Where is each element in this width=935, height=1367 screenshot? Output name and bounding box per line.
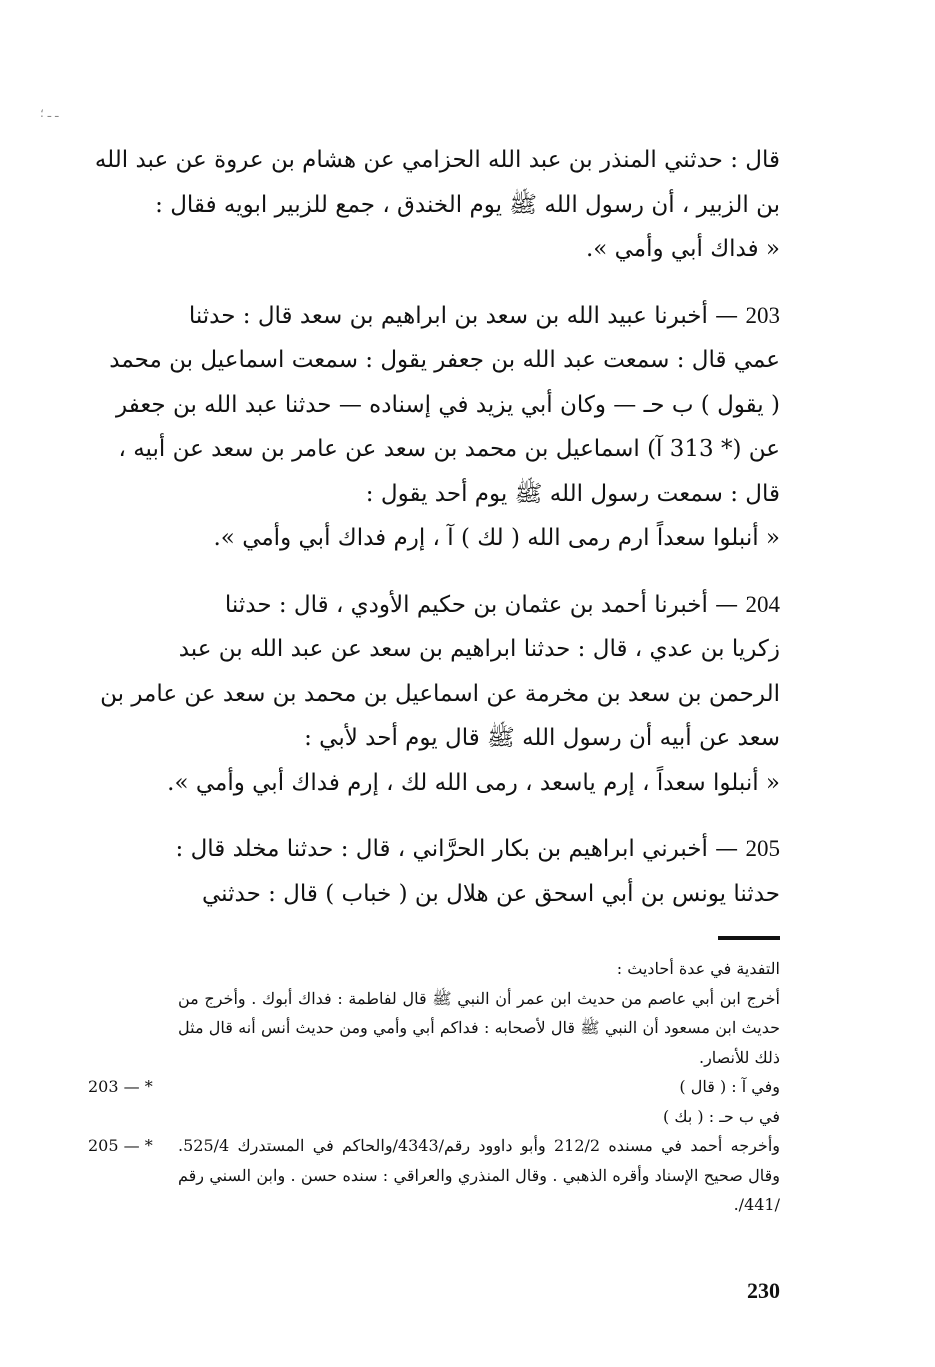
text-line: الرحمن بن سعد بن مخرمة عن اسماعيل بن محمد بن سعد عن عامر بن — [100, 680, 780, 707]
text-line — [88, 827, 780, 872]
text-line: ( يقول ) ب حـ — وكان أبي يزيد في إسناده — حدثنا عبد الله بن جعفر — [116, 391, 780, 418]
hadith-203 — [88, 294, 780, 561]
hadith-204 — [88, 583, 780, 806]
text-line: « فداك أبي وأمي ». — [585, 236, 780, 262]
footnotes — [88, 954, 780, 1220]
footnote-label — [88, 954, 178, 984]
footnote — [88, 1102, 780, 1132]
paragraph-intro — [88, 138, 780, 272]
footnote — [88, 984, 780, 1073]
footnote-label — [88, 1102, 178, 1132]
footnote-text: وأخرجه أحمد في مسنده 212/2 وأبو داوود رقم/4343/والحاكم في المستدرك 525/4. وقال صحيح الإسناد وأقره الذهبي . وقال المنذري والعراقي : سنده حسن . وابن السني رقم /441/. — [178, 1136, 780, 1214]
text-line: « أنبلوا سعداً ، إرم ياسعد ، رمى الله لك ، إرم فداك أبي وأمي ». — [167, 769, 780, 796]
footnote — [88, 1131, 780, 1220]
hadith-number: 205 — [745, 836, 780, 861]
text-line: قال : حدثني المنذر بن عبد الله الحزامي عن هشام بن عروة عن عبد الله — [94, 147, 780, 173]
text-line: عن (* 313 آ) اسماعيل بن محمد بن سعد عن عامر بن سعد عن أبيه ، — [118, 436, 780, 462]
hadith-number: 204 — [745, 591, 780, 617]
text-line: بن الزبير ، أن رسول الله ﷺ يوم الخندق ، جمع للزبير ابويه فقال : — [155, 191, 780, 218]
hadith-number: 203 — [745, 302, 780, 328]
footnote-label — [88, 984, 178, 1073]
footnote-label: 205 — * — [88, 1136, 153, 1155]
footnote-text: في ب حـ : ( بك ) — [663, 1106, 780, 1126]
text-line-body: — أخبرني ابراهيم بن بكار الحرَّاني ، قال : حدثنا مخلد قال : — [175, 836, 739, 862]
text-line: قال : سمعت رسول الله ﷺ يوم أحد يقول : — [365, 480, 780, 507]
main-text — [88, 138, 780, 916]
text-line-body: — أخبرنا أحمد بن عثمان بن حكيم الأودي ، قال : حدثنا — [224, 591, 739, 618]
text-line-body: — أخبرنا عبيد الله بن سعد بن ابراهيم بن سعد قال : حدثنا — [188, 302, 739, 329]
footnote — [88, 1072, 780, 1102]
page-number: 230 — [747, 1278, 780, 1303]
text-line: زكريا بن عدي ، قال : حدثنا ابراهيم بن سعد عن عبد الله بن عبد — [178, 636, 780, 662]
footnote-separator — [718, 936, 780, 940]
text-line: سعد عن أبيه أن رسول الله ﷺ قال يوم أحد لأبي : — [304, 725, 780, 751]
footnote-text: وفي آ : ( قال ) — [679, 1077, 780, 1096]
footnote — [88, 954, 780, 984]
hadith-205 — [88, 827, 780, 916]
text-line — [88, 583, 780, 628]
text-line: عمي قال : سمعت عبد الله بن جعفر يقول : سمعت اسماعيل بن محمد — [109, 347, 780, 373]
text-line — [88, 294, 780, 339]
text-line: « أنبلوا سعداً ارم رمى الله ( لك ) آ ، إرم فداك أبي وأمي ». — [213, 525, 780, 551]
text-line: حدثنا يونس بن أبي اسحق عن هلال بن ( خباب ) قال : حدثني — [202, 880, 780, 907]
stray-mark: ـ ـ ؛ — [40, 106, 59, 120]
footnote-text: أخرج ابن أبي عاصم من حديث ابن عمر أن النبي ﷺ قال لفاطمة : فداك أبوك . وأخرج من حديث ابن مسعود أن النبي ﷺ قال لأصحابه : فداكم أبي وأمي ومن حديث أنس أنه قال مثل ذلك للأنصار. — [178, 988, 780, 1067]
footnote-text: التفدية في عدة أحاديث : — [616, 959, 780, 978]
footnote-label: 203 — * — [88, 1077, 153, 1096]
